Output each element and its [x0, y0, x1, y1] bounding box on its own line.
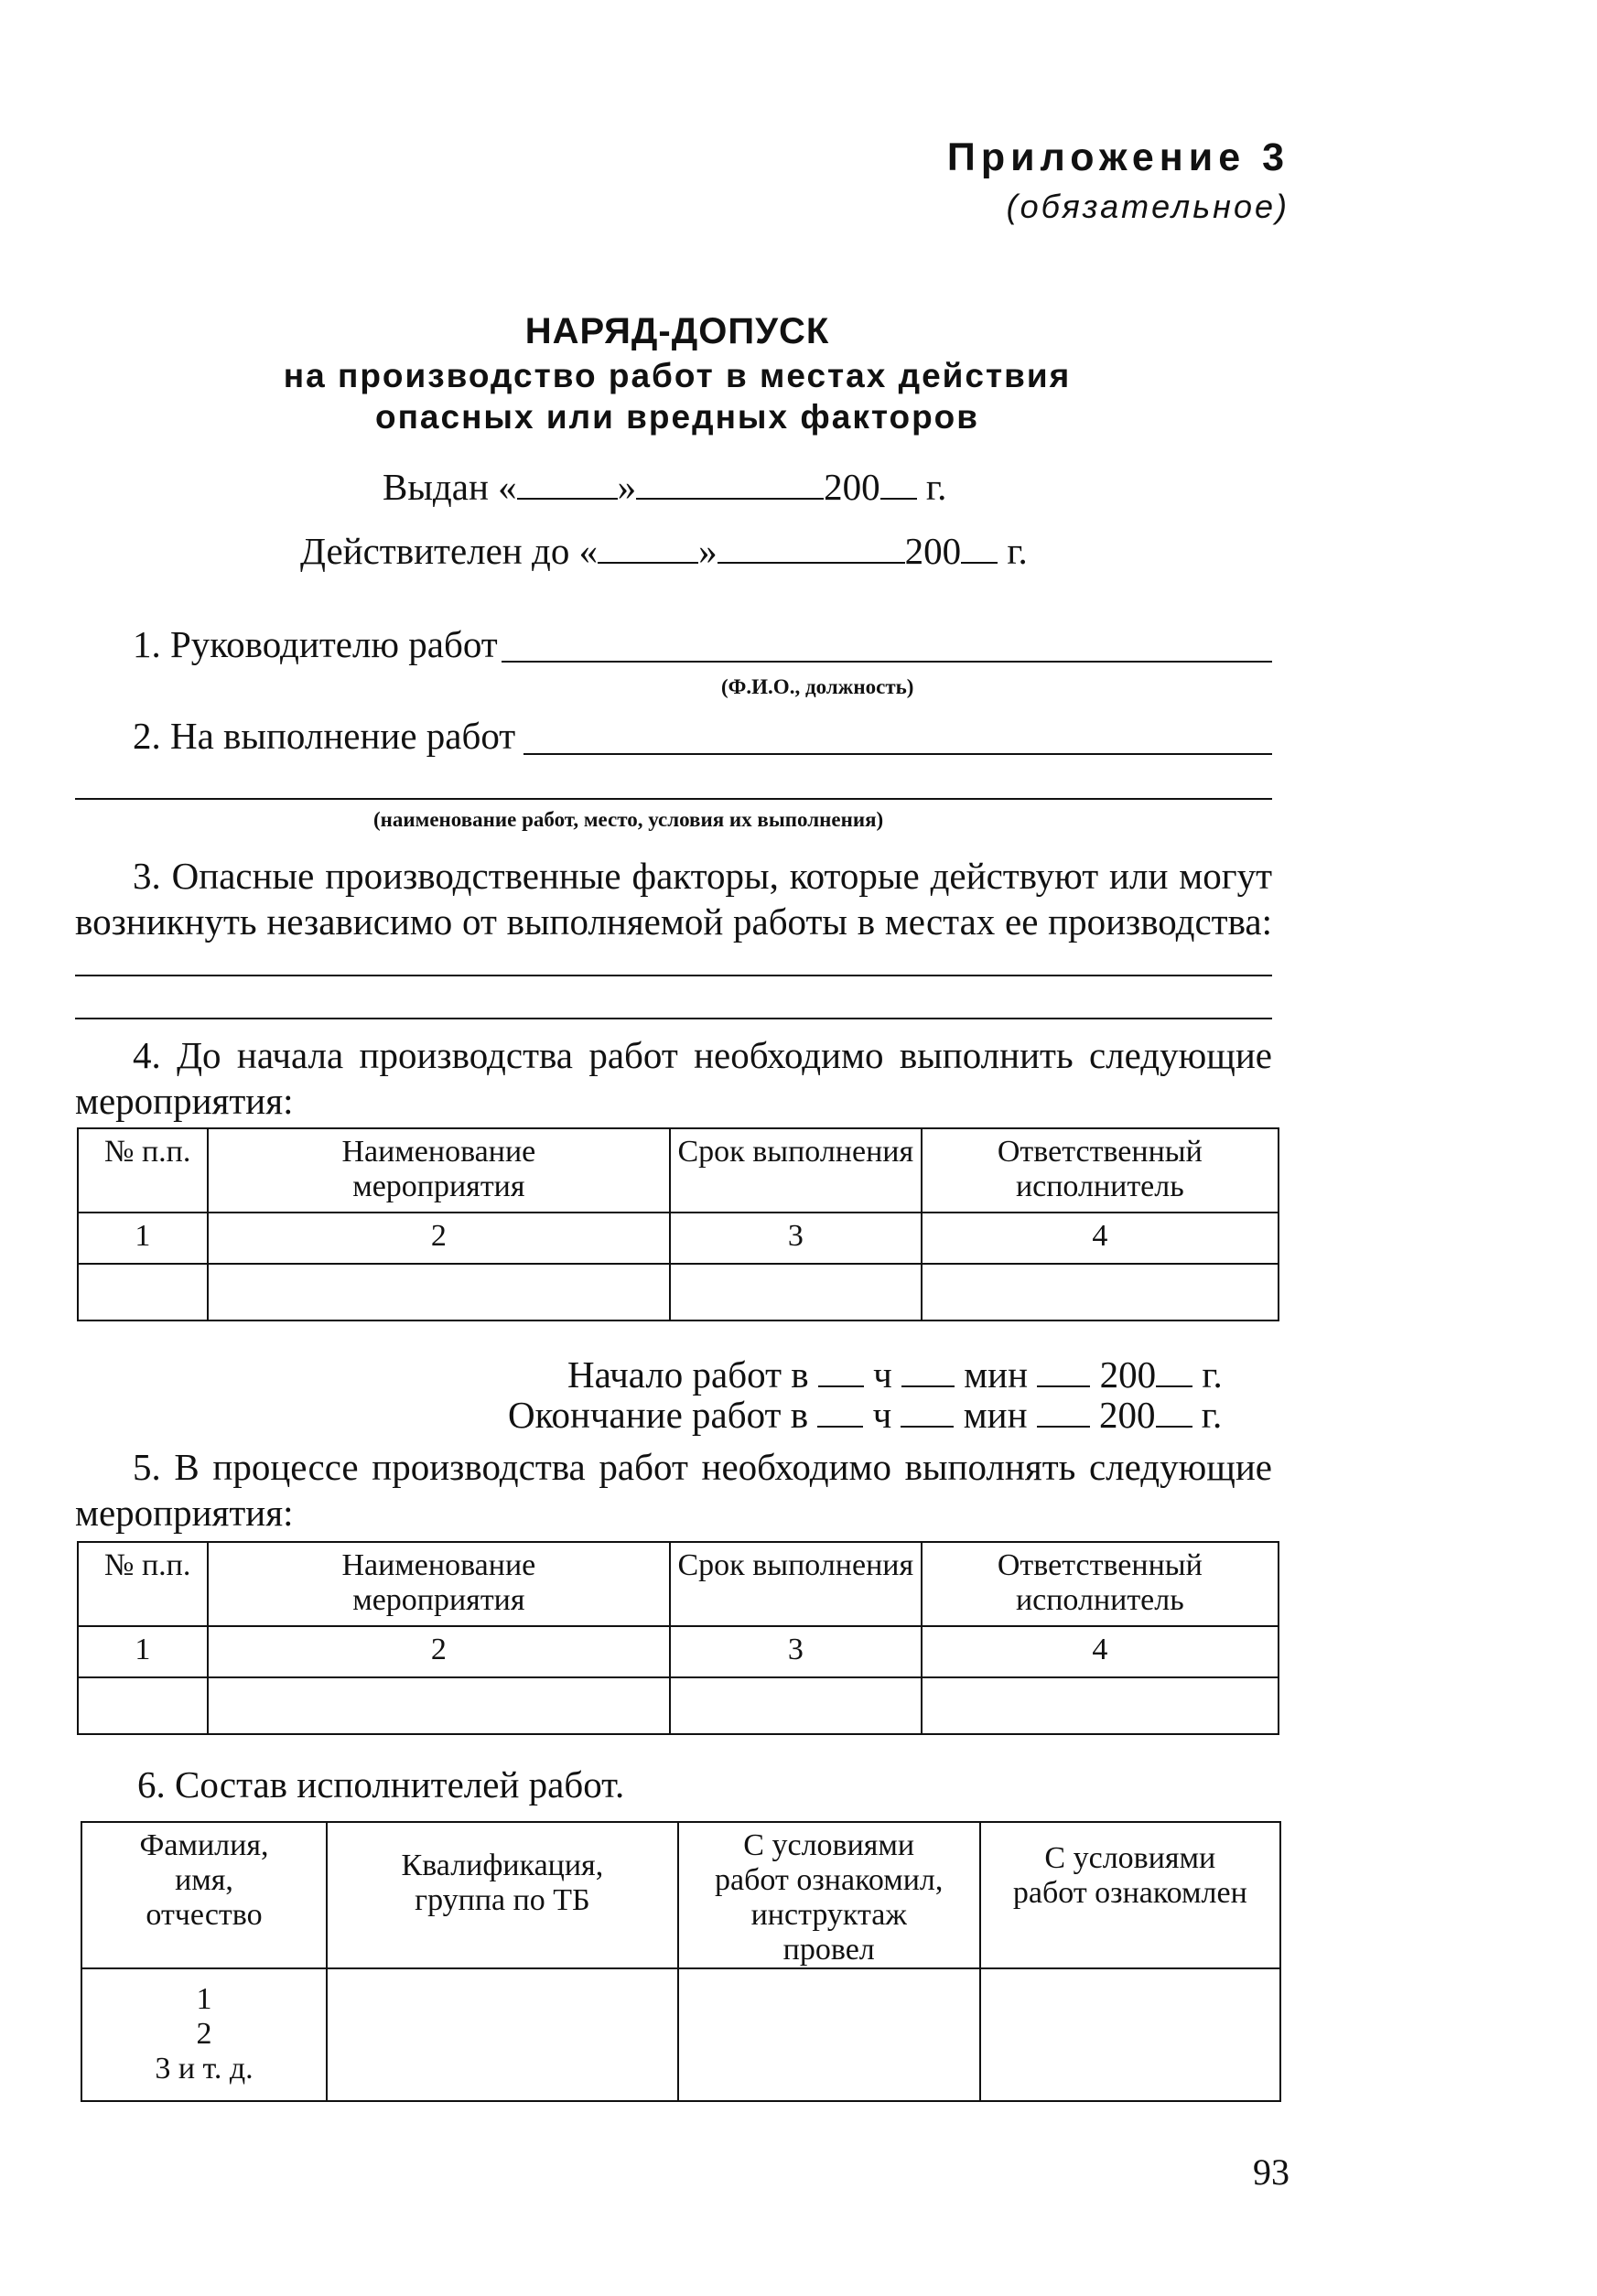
table-cell[interactable] — [678, 1968, 980, 2101]
table-row — [78, 1264, 1279, 1320]
row-numbers-cell — [81, 1968, 327, 2101]
col-number-2: 2 — [208, 1213, 670, 1264]
col-header-deadline: Срок выполнения — [670, 1128, 922, 1213]
measures-table-during — [77, 1541, 1279, 1735]
valid-label: Действителен до — [300, 530, 570, 572]
work-start-line — [567, 1353, 1223, 1396]
col-number-4: 4 — [922, 1213, 1279, 1264]
year-prefix: 200 — [1099, 1394, 1156, 1436]
col-header-measure: Наименование мероприятия — [208, 1128, 670, 1213]
section2-hint: (наименование работ, место, условия их выполнения) — [373, 808, 884, 831]
open-quote: « — [578, 530, 599, 572]
table-row — [78, 1677, 1279, 1734]
row-number-3: 3 и т. д. — [155, 2052, 254, 2086]
table-cell[interactable] — [670, 1677, 922, 1734]
table-cell[interactable] — [208, 1677, 670, 1734]
end-day-blank[interactable] — [1037, 1395, 1090, 1428]
col-header-number: № п.п. — [78, 1128, 208, 1213]
section2-fill-line[interactable] — [523, 753, 1272, 755]
section5-line1: 5. В процессе производства работ необходимо выполнять следующие — [133, 1446, 1272, 1488]
section6-label: 6. Состав исполнителей работ. — [137, 1763, 625, 1806]
section1-fill-line[interactable] — [502, 661, 1272, 663]
section5-line2: мероприятия: — [75, 1492, 294, 1534]
work-end-label: Окончание работ в — [508, 1394, 809, 1436]
section4-line2: мероприятия: — [75, 1080, 294, 1122]
table-cell[interactable] — [78, 1677, 208, 1734]
year-prefix: 200 — [1099, 1353, 1157, 1396]
col-header-responsible: Ответственный исполнитель — [922, 1128, 1279, 1213]
start-hour-blank[interactable] — [818, 1354, 864, 1387]
start-year-blank[interactable] — [1156, 1354, 1192, 1387]
section4-text — [75, 1032, 1272, 1124]
issued-year-blank[interactable] — [880, 467, 917, 500]
section3-fill-line-1[interactable] — [75, 975, 1272, 976]
work-end-line — [508, 1393, 1222, 1437]
close-quote: » — [617, 466, 637, 508]
section2-label: 2. На выполнение работ — [133, 715, 516, 757]
table-cell[interactable] — [922, 1677, 1279, 1734]
table-header-row — [78, 1128, 1279, 1213]
end-minute-blank[interactable] — [901, 1395, 954, 1428]
year-suffix: г. — [1201, 1394, 1223, 1436]
table-header-row — [81, 1822, 1280, 1968]
end-hour-blank[interactable] — [817, 1395, 863, 1428]
document-subtitle-line2: опасных или вредных факторов — [374, 398, 980, 436]
section3-line1: 3. Опасные производственные факторы, которые действуют или могут — [133, 855, 1272, 897]
minute-unit: мин — [964, 1353, 1029, 1396]
open-quote: « — [498, 466, 517, 508]
valid-day-blank[interactable] — [598, 531, 698, 564]
page-number: 93 — [1253, 2151, 1289, 2193]
appendix-title: Приложение 3 — [946, 135, 1289, 179]
row-number-1: 1 — [196, 1982, 212, 2016]
table-cell[interactable] — [980, 1968, 1280, 2101]
col-number-1: 1 — [78, 1213, 208, 1264]
table-header-row — [78, 1542, 1279, 1626]
col-header-responsible: Ответственный исполнитель — [922, 1542, 1279, 1626]
col-header-number: № п.п. — [78, 1542, 208, 1626]
col-header-instructed-by: С условиями работ ознакомил, инструктаж провел — [678, 1822, 980, 1968]
measures-table-before — [77, 1127, 1279, 1321]
table-row — [78, 1213, 1279, 1264]
work-start-label: Начало работ в — [567, 1353, 809, 1396]
appendix-subtitle: (обязательное) — [1006, 188, 1289, 225]
start-minute-blank[interactable] — [901, 1354, 955, 1387]
minute-unit: мин — [963, 1394, 1028, 1436]
document-subtitle-line1: на производство работ в местах действия — [283, 357, 1072, 394]
section4-line1: 4. До начала производства работ необходимо выполнить следующие — [133, 1034, 1272, 1076]
col-number-3: 3 — [670, 1213, 922, 1264]
section1-hint: (Ф.И.О., должность) — [721, 675, 914, 698]
end-year-blank[interactable] — [1156, 1395, 1192, 1428]
issued-year-suffix: г. — [925, 466, 947, 508]
row-number-2: 2 — [196, 2017, 212, 2051]
close-quote: » — [698, 530, 718, 572]
section1-label: 1. Руководителю работ — [133, 623, 498, 665]
section2-fill-line-2[interactable] — [75, 798, 1272, 800]
valid-year-suffix: г. — [1007, 530, 1028, 572]
section3-fill-line-2[interactable] — [75, 1018, 1272, 1019]
staff-table — [81, 1821, 1281, 2102]
valid-month-blank[interactable] — [718, 531, 905, 564]
col-number-1: 1 — [78, 1626, 208, 1677]
table-cell[interactable] — [78, 1264, 208, 1320]
col-header-full-name: Фамилия, имя, отчество — [81, 1822, 327, 1968]
start-day-blank[interactable] — [1037, 1354, 1090, 1387]
table-cell[interactable] — [670, 1264, 922, 1320]
issued-date-line — [383, 465, 946, 509]
year-suffix: г. — [1202, 1353, 1223, 1396]
section5-text — [75, 1444, 1272, 1536]
valid-year-prefix: 200 — [904, 530, 962, 572]
section3-line2: возникнуть независимо от выполняемой работы в местах ее производства: — [75, 900, 1272, 943]
col-header-qualification: Квалификация, группа по ТБ — [327, 1822, 678, 1968]
valid-year-blank[interactable] — [961, 531, 998, 564]
hour-unit: ч — [873, 1353, 892, 1396]
issued-month-blank[interactable] — [636, 467, 824, 500]
table-row — [78, 1626, 1279, 1677]
table-cell[interactable] — [922, 1264, 1279, 1320]
table-cell[interactable] — [327, 1968, 678, 2101]
issued-label: Выдан — [383, 466, 489, 508]
table-cell[interactable] — [208, 1264, 670, 1320]
hour-unit: ч — [872, 1394, 892, 1436]
section3-text — [75, 853, 1272, 944]
table-row — [81, 1968, 1280, 2101]
valid-date-line — [300, 529, 1028, 573]
col-number-4: 4 — [922, 1626, 1279, 1677]
col-header-measure: Наименование мероприятия — [208, 1542, 670, 1626]
col-header-acknowledged: С условиями работ ознакомлен — [980, 1822, 1280, 1968]
issued-day-blank[interactable] — [517, 467, 618, 500]
col-header-deadline: Срок выполнения — [670, 1542, 922, 1626]
issued-year-prefix: 200 — [824, 466, 880, 508]
col-number-2: 2 — [208, 1626, 670, 1677]
document-title: НАРЯД-ДОПУСК — [524, 311, 830, 351]
col-number-3: 3 — [670, 1626, 922, 1677]
